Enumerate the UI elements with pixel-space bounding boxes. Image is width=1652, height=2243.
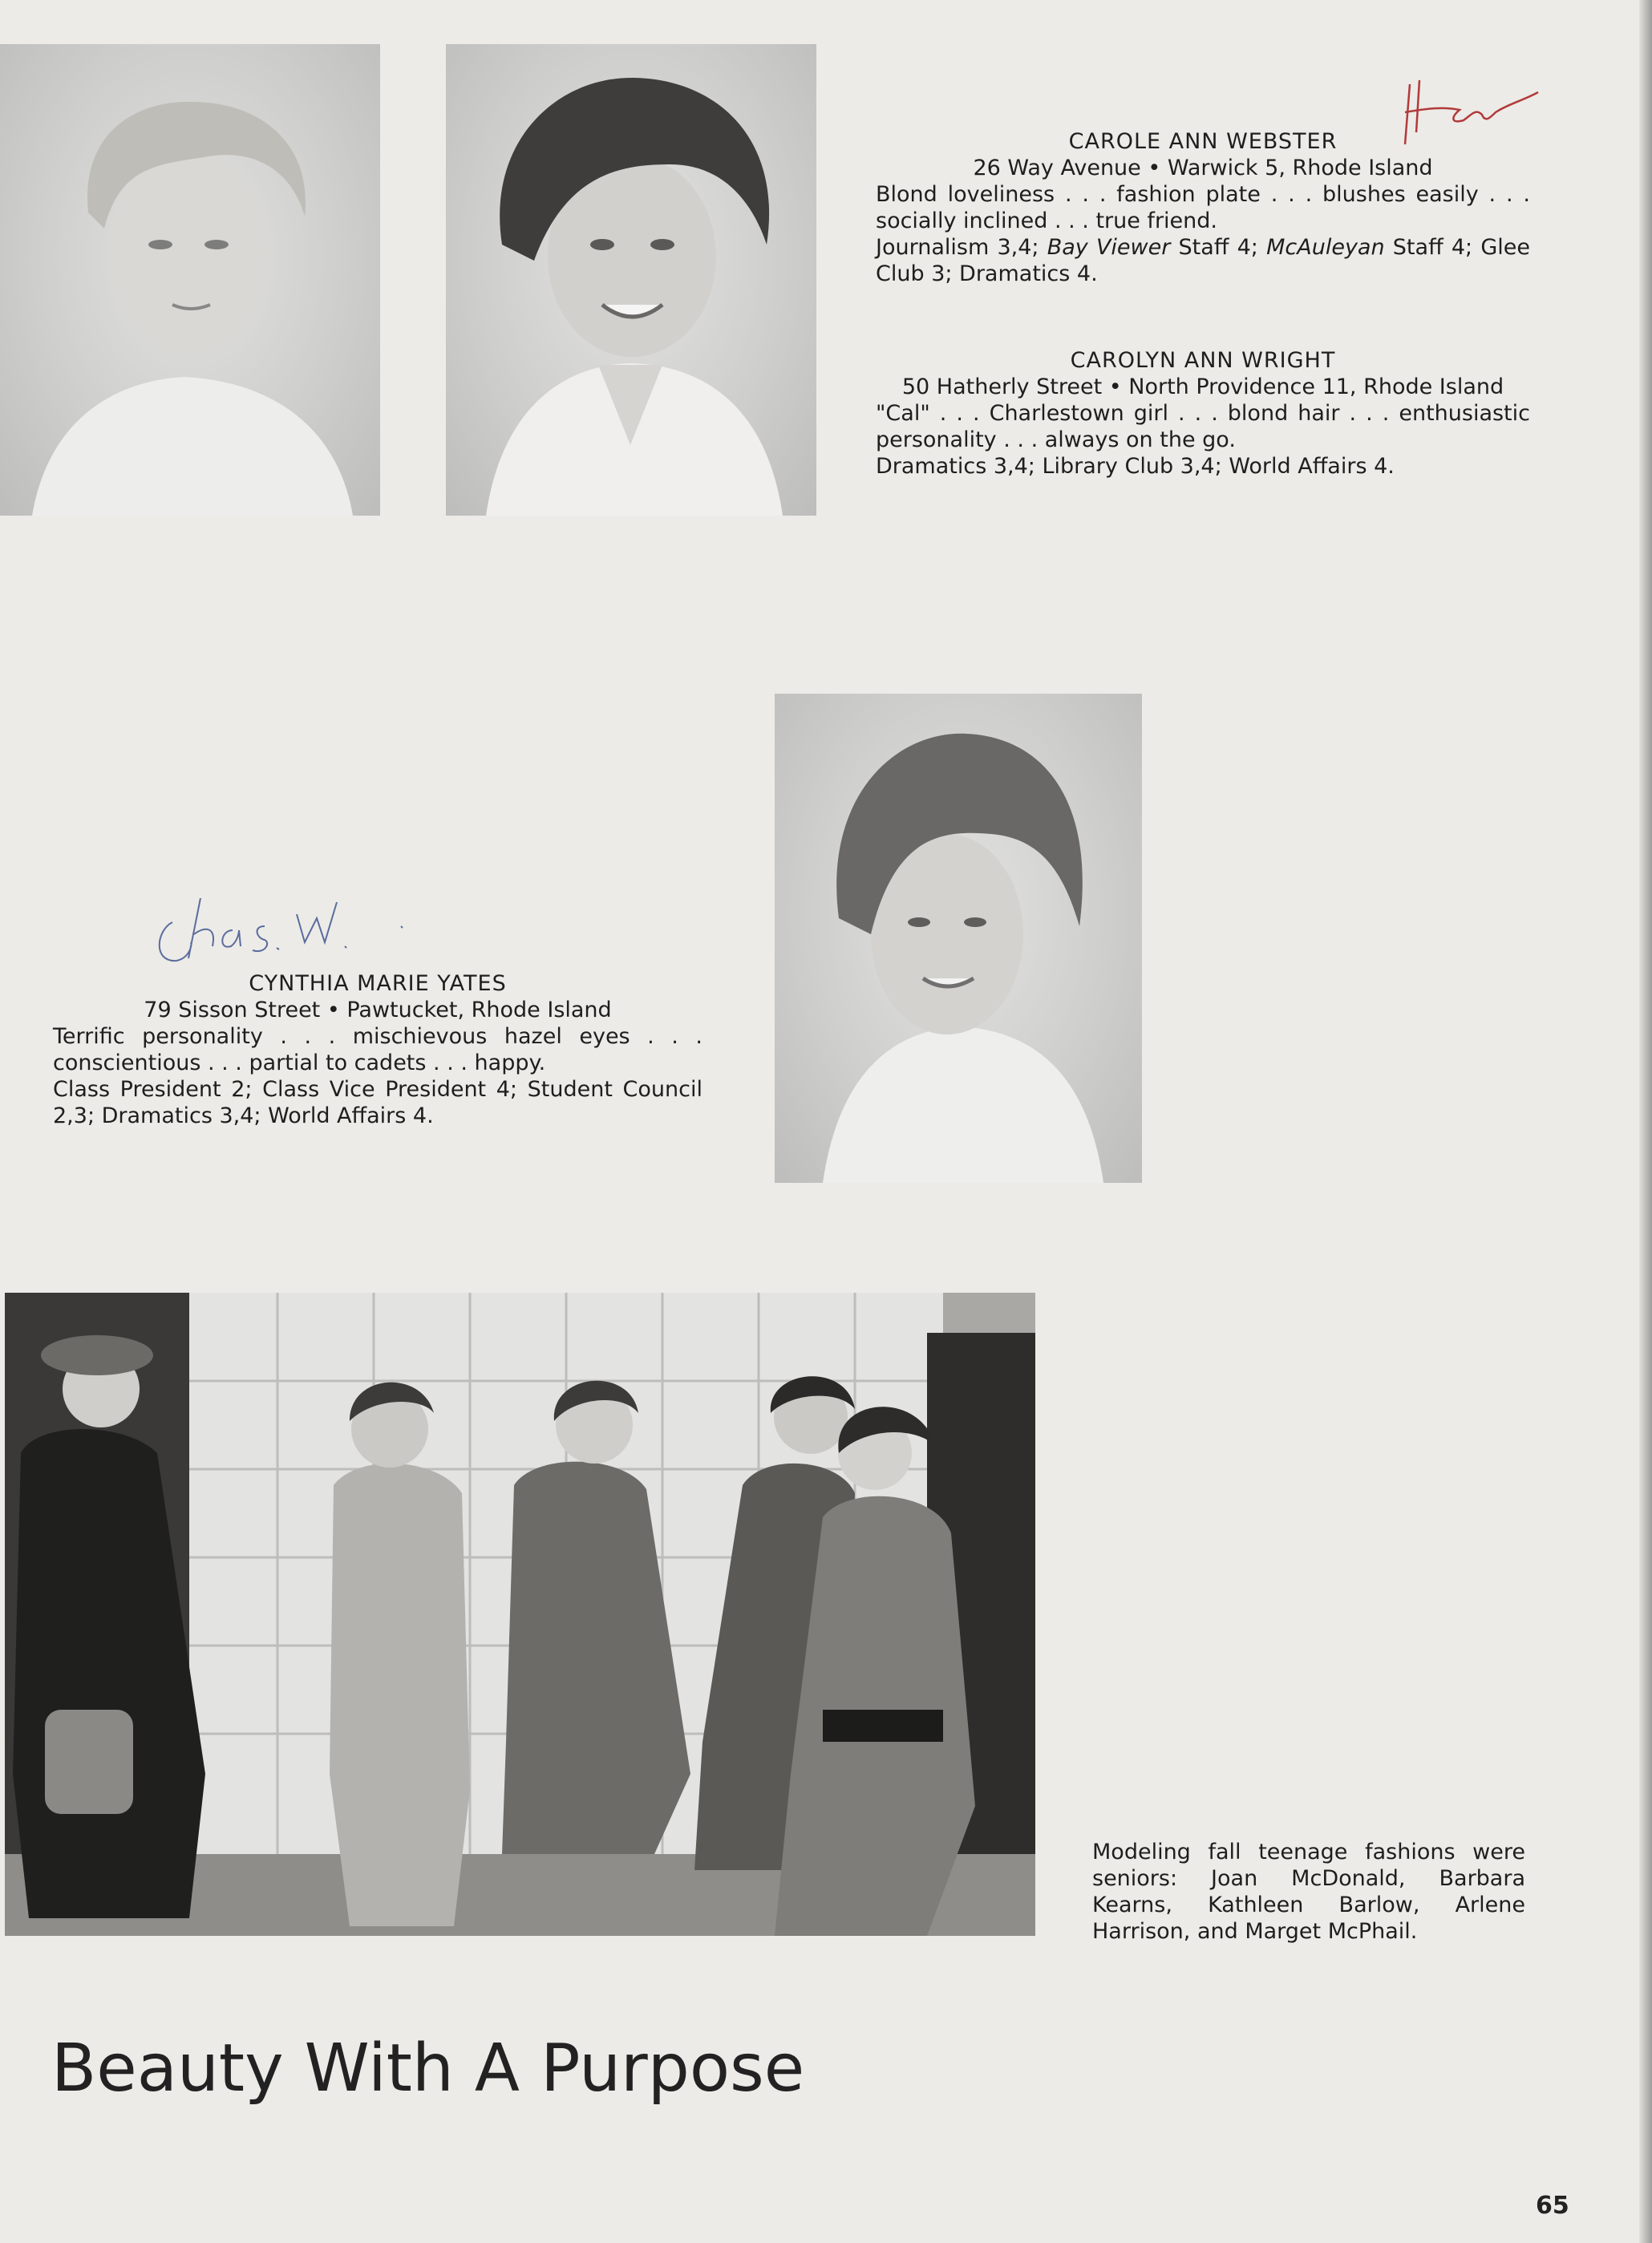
student-name: CAROLYN ANN WRIGHT — [1070, 348, 1336, 373]
student-activities: Class President 2; Class Vice President 4; Student Council 2,3; Dramatics 3,4; World Affairs 4. — [53, 1077, 703, 1128]
page-title: Beauty With A Purpose — [51, 2030, 805, 2107]
group-fashion-photo — [5, 1293, 1035, 1936]
student-address: 50 Hatherly Street • North Providence 11, Rhode Island — [901, 375, 1504, 399]
student-address: 79 Sisson Street • Pawtucket, Rhode Island — [144, 998, 612, 1022]
student-activities — [876, 234, 1530, 287]
student-traits: "Cal" . . . Charlestown girl . . . blond hair . . . enthusiastic personality . . . always on the go. — [876, 401, 1530, 452]
activities-text: Journalism 3,4; — [876, 235, 1047, 260]
activities-text: Staff 4; — [1170, 235, 1267, 260]
student-traits: Terrific personality . . . mischievous hazel eyes . . . conscientious . . . partial to cadets . . . happy. — [53, 1024, 703, 1075]
student-bio-yates — [53, 970, 703, 1129]
student-traits: Blond loveliness . . . fashion plate . . . blushes easily . . . socially inclined . . . true friend. — [876, 182, 1530, 233]
portrait-photo-3 — [775, 694, 1142, 1183]
student-name: CYNTHIA MARIE YATES — [249, 971, 507, 996]
publication-name: McAuleyan — [1266, 235, 1385, 260]
page-edge-shadow — [1639, 0, 1652, 2243]
photo-caption: Modeling fall teenage fashions were seniors: Joan McDonald, Barbara Kearns, Kathleen Barlow, Arlene Harrison, and Marget McPhail. — [1092, 1840, 1525, 1944]
publication-name: Bay Viewer — [1047, 235, 1171, 260]
student-address: 26 Way Avenue • Warwick 5, Rhode Island — [973, 156, 1433, 180]
activities-text: Staff 4; Glee Club 3; Dramatics 4. — [876, 235, 1530, 286]
page-number: 65 — [1536, 2192, 1569, 2220]
portrait-photo-1 — [0, 44, 380, 516]
student-activities: Dramatics 3,4; Library Club 3,4; World Affairs 4. — [876, 454, 1395, 479]
student-bio-wright — [876, 347, 1530, 480]
portrait-photo-2 — [446, 44, 816, 516]
student-name: CAROLE ANN WEBSTER — [1068, 129, 1338, 154]
handwritten-signature-2 — [144, 866, 425, 974]
handwritten-signature-1 — [1395, 76, 1540, 156]
